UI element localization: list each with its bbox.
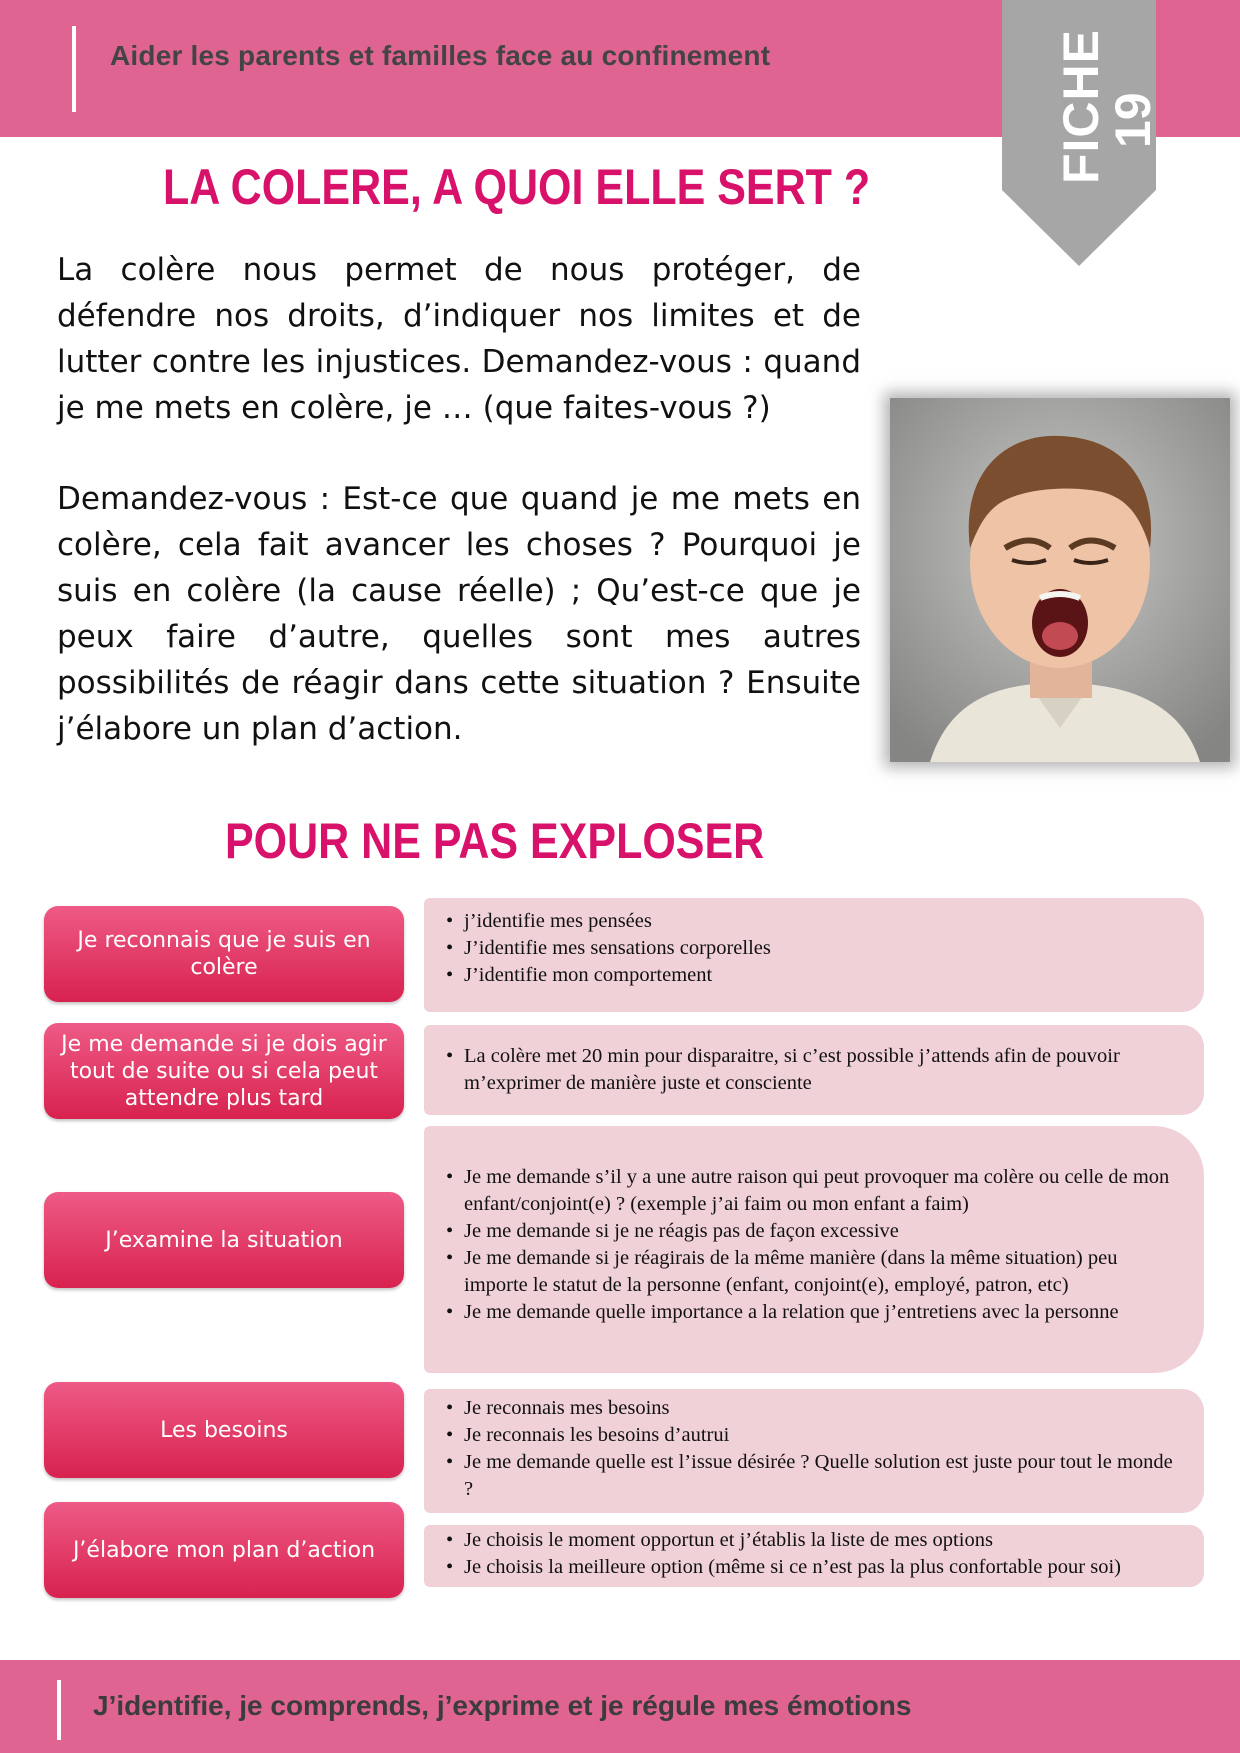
- list-item: • Je me demande si je réagirais de la même manière (dans la même situation) peu importe le statut de la personne (enfant, conjoint(e), employé, patron, etc): [446, 1245, 1180, 1299]
- intro-paragraph: La colère nous permet de nous protéger, de défendre nos droits, d’indiquer nos limites et de lutter contre les injustices. Demandez-vous : quand je me mets en colère, je … (que faites-vous ?): [57, 252, 861, 426]
- list-item: • Je me demande s’il y a une autre raison qui peut provoquer ma colère ou celle de mon enfant/conjoint(e) ? (exemple j’ai faim ou mon enfant a faim): [446, 1164, 1180, 1218]
- step-details-action-plan: [424, 1525, 1204, 1587]
- list-item: • Je reconnais mes besoins: [446, 1395, 1180, 1422]
- list-item: • Je reconnais les besoins d’autrui: [446, 1422, 1180, 1449]
- list-item: • La colère met 20 min pour disparaitre, si c’est possible j’attends afin de pouvoir m’exprimer de manière juste et consciente: [446, 1043, 1180, 1097]
- step-button-examine[interactable]: [44, 1192, 404, 1288]
- step-button-action-plan[interactable]: [44, 1502, 404, 1598]
- angry-child-photo: [890, 398, 1230, 762]
- list-item: • J’identifie mon comportement: [446, 962, 1180, 989]
- list-item: • Je choisis la meilleure option (même si ce n’est pas la plus confortable pour soi): [446, 1554, 1180, 1581]
- step-label: Je reconnais que je suis en colère: [77, 928, 371, 980]
- footer-divider: [57, 1680, 61, 1740]
- step-details-needs: [424, 1389, 1204, 1513]
- step-label: J’élabore mon plan d’action: [72, 1537, 376, 1563]
- fiche-word: FICHE: [1053, 29, 1109, 184]
- step-button-recognize[interactable]: [44, 906, 404, 1002]
- section-title-anger: LA COLERE, A QUOI ELLE SERT ?: [163, 159, 871, 215]
- section-title-explode: POUR NE PAS EXPLOSER: [225, 813, 765, 869]
- header-divider: [72, 26, 76, 112]
- step-details-recognize: [424, 898, 1204, 1012]
- step-details-wait: [424, 1025, 1204, 1115]
- step-label: J’examine la situation: [105, 1227, 343, 1253]
- step-label: Les besoins: [160, 1417, 288, 1443]
- list-item: • J’identifie mes sensations corporelles: [446, 935, 1180, 962]
- fiche-label: [1016, 20, 1161, 190]
- list-item: • Je choisis le moment opportun et j’établis la liste de mes options: [446, 1527, 1180, 1554]
- footer-slogan: J’identifie, je comprends, j’exprime et je régule mes émotions: [93, 1690, 912, 1721]
- fiche-number: 19: [1105, 92, 1161, 148]
- list-item: • Je me demande quelle importance a la relation que j’entretiens avec la personne: [446, 1299, 1180, 1326]
- step-button-wait[interactable]: [44, 1023, 404, 1119]
- step-button-needs[interactable]: [44, 1382, 404, 1478]
- list-item: • Je me demande si je ne réagis pas de façon excessive: [446, 1218, 1180, 1245]
- questions-paragraph: Demandez-vous : Est-ce que quand je me mets en colère, cela fait avancer les choses ? Pourquoi je suis en colère (la cause réelle) ; Qu’est-ce que je peux faire d’autre, quelles sont mes autres possibilités de réagir dans cette situation ? Ensuite j’élabore un plan d’action.: [57, 481, 861, 747]
- header-title: Aider les parents et familles face au confinement: [110, 40, 771, 71]
- step-details-examine: [424, 1126, 1204, 1373]
- list-item: • Je me demande quelle est l’issue désirée ? Quelle solution est juste pour tout le monde ?: [446, 1449, 1180, 1503]
- list-item: • j’identifie mes pensées: [446, 908, 1180, 935]
- step-label: Je me demande si je dois agir tout de suite ou si cela peut attendre plus tard: [61, 1031, 387, 1111]
